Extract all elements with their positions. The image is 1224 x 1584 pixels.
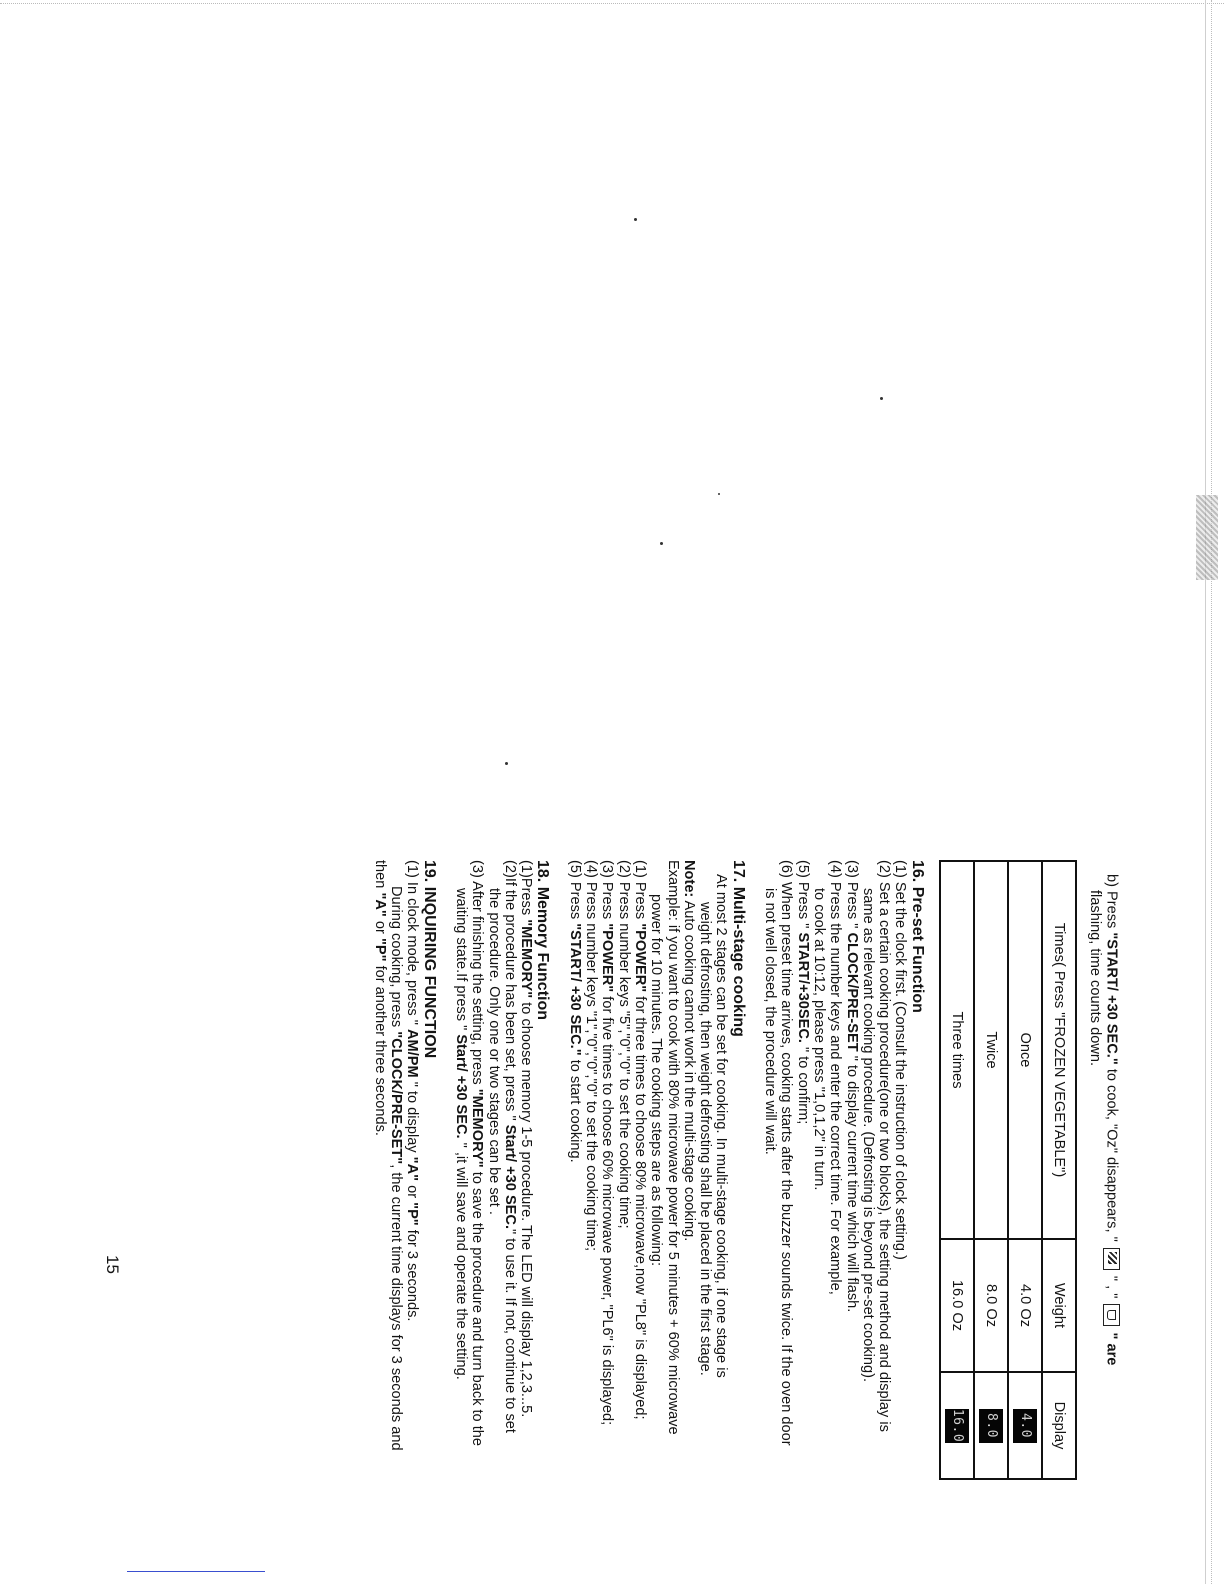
text: (3) Press <box>599 860 616 924</box>
lcd-display: 8.0 <box>979 1409 1003 1443</box>
table-row <box>940 861 974 1479</box>
section-title: 17. Multi-stage cooking <box>729 860 747 1037</box>
step <box>518 860 534 1580</box>
scan-border-top <box>0 3 1224 4</box>
step-cont: same as relevant cooking procedure. (Defrosting is beyond pre-set cooking). <box>859 888 876 1383</box>
text: , the current time displays for 3 seconds and <box>388 1164 405 1451</box>
table-row <box>1008 861 1042 1479</box>
step <box>599 860 615 1580</box>
step <box>469 860 485 1580</box>
row-weight: 8.0 Oz <box>974 1239 1008 1372</box>
text: "P" <box>371 937 388 962</box>
key-clock-preset: CLOCK/PRE-SET <box>843 932 860 1052</box>
paragraph-cont: weight defrosting, then weight defrosting shall be placed in the first stage. <box>697 902 714 1376</box>
section-title: 18. Memory Function <box>534 860 552 1021</box>
key-start: Start/ +30 SEC. <box>452 1034 469 1139</box>
example-cont: power for 10 minutes. The cooking steps are as following: <box>648 894 665 1267</box>
text: to start cooking. <box>566 1055 583 1163</box>
step-cont: the procedure. Only one or two stages can be set . <box>485 888 502 1215</box>
step: (2) Press number keys "5","0","0" to set the cooking time; <box>615 860 632 1229</box>
text: (1) In clock mode, press " <box>404 860 421 1030</box>
section-preset <box>762 860 925 1580</box>
text: waiting state.If press " <box>452 888 469 1035</box>
text: "P" <box>404 1202 421 1226</box>
scan-speck <box>660 542 663 545</box>
lcd-display: 4.0 <box>1013 1409 1037 1443</box>
key-start: START/+30SEC. <box>794 932 811 1043</box>
scan-speck <box>505 762 508 765</box>
example: Example: if you want to cook with 80% microwave power for 5 minutes + 60% microwave <box>664 860 681 1435</box>
text: to choose memory 1-5 procedure. The LED will display 1,2,3...5. <box>518 998 535 1418</box>
step: (4) Press number keys "1","0","0","0" to set the cooking time; <box>583 860 600 1252</box>
text: "A" <box>404 1156 421 1182</box>
intro-line-2: flashing, time counts down. <box>1087 890 1103 1067</box>
step-cont <box>453 860 469 1580</box>
text: " to display <box>404 1077 421 1157</box>
step: (2) Set a certain cooking procedure(one or two blocks), the setting method and display is <box>876 860 893 1432</box>
key-power: "POWER" <box>599 923 616 993</box>
scan-border-right <box>1205 0 1206 1584</box>
key-start: "START/ +30 SEC." <box>1103 932 1120 1065</box>
row-display <box>974 1372 1008 1479</box>
row-times: Twice <box>974 861 1008 1239</box>
key-memory: "MEMORY" <box>518 919 535 999</box>
row-weight: 16.0 Oz <box>940 1239 974 1372</box>
note-label: Note: <box>680 860 697 898</box>
scan-smudge <box>1196 495 1218 580</box>
row-display <box>1008 1372 1042 1479</box>
pot-icon <box>1103 1304 1120 1326</box>
text: " , " <box>1103 1271 1120 1303</box>
step <box>502 860 518 1580</box>
key-start: Start/ +30 SEC. <box>501 1124 518 1230</box>
row-weight: 4.0 Oz <box>1008 1239 1042 1372</box>
step: (6) When preset time arrives, cooking starts after the buzzer sounds twice. If the oven door <box>778 860 795 1446</box>
text: to save the procedure and turn back to the <box>469 1167 486 1446</box>
text: or <box>404 1181 421 1203</box>
scan-border-right-dotted <box>1211 0 1212 1584</box>
note <box>681 860 697 1580</box>
text: (2)If the procedure has been set, press " <box>501 860 518 1125</box>
step <box>632 860 648 1580</box>
step-cont: is not well closed, the procedure will wait. <box>762 888 779 1155</box>
text: " to use it. If not, continue to set <box>501 1229 518 1433</box>
header-weight: Weight <box>1042 1239 1076 1372</box>
text: to cook, "Oz" disappears, " <box>1103 1064 1120 1246</box>
text: (1) Press <box>631 860 648 924</box>
text: " to display current time which will flash. <box>843 1051 860 1313</box>
section-title: 19. INQUIRING FUNCTION <box>420 860 438 1059</box>
header-times: Times( Press "FROZEN VEGETABLE") <box>1042 861 1076 1239</box>
key-start: "START/ +30 SEC." <box>566 923 583 1056</box>
text: (1)Press <box>518 860 535 920</box>
step: (1) Set the clock first. (Consult the instruction of clock setting.) <box>892 860 909 1260</box>
section-memory <box>453 860 551 1580</box>
text: " ,it will save and operate the setting. <box>452 1138 469 1380</box>
step <box>566 860 582 1580</box>
manual-page <box>103 860 1120 1580</box>
fan-icon <box>1103 1248 1120 1270</box>
text: "A" <box>371 892 388 917</box>
section-multistage <box>566 860 745 1580</box>
step: (4) Press the number keys and enter the correct time. For example, <box>827 860 844 1295</box>
text: During cooking, press <box>388 886 405 1032</box>
step <box>843 860 859 1580</box>
step-cont: to cook at 10:12, please press "1,0,1,2" in turn. <box>810 888 827 1191</box>
text: " to confirm; <box>794 1042 811 1125</box>
text: " are <box>1103 1328 1120 1366</box>
section-title: 16. Pre-set Function <box>908 860 926 1013</box>
scan-speck <box>718 493 720 495</box>
text: then <box>371 860 388 893</box>
text: (3) Press " <box>843 860 860 933</box>
page-number: 15 <box>103 1255 122 1274</box>
text: for 3 seconds. <box>404 1225 421 1322</box>
text: for three times to choose 80% microwave,now "PL8" is displayed; <box>631 992 648 1420</box>
step-cont <box>388 860 404 1580</box>
step <box>404 860 420 1580</box>
row-times: Three times <box>940 861 974 1239</box>
text: (5) Press <box>566 860 583 924</box>
key-clock-preset: "CLOCK/PRE-SET" <box>388 1031 405 1165</box>
row-display <box>940 1372 974 1479</box>
scan-speck <box>880 397 883 400</box>
text: Auto cooking cannot work in the multi-stage cooking. <box>680 897 697 1242</box>
lcd-display: 16.0 <box>945 1409 969 1443</box>
scan-speck <box>634 218 637 221</box>
weight-table <box>939 860 1077 1480</box>
intro-line-1 <box>1103 860 1120 1580</box>
key-memory: "MEMORY" <box>469 1088 486 1168</box>
text: b) Press <box>1103 874 1120 933</box>
step <box>794 860 810 1580</box>
paragraph: At most 2 stages can be set for cooking. In multi-stage cooking, if one stage is <box>713 874 730 1378</box>
step-cont <box>372 860 388 1580</box>
text: (5) Press " <box>794 860 811 933</box>
text: for five times to choose 60% microwave power, "PL6" is displayed; <box>599 992 616 1426</box>
header-display: Display <box>1042 1372 1076 1479</box>
row-times: Once <box>1008 861 1042 1239</box>
table-header-row <box>1042 861 1076 1479</box>
text: (3) After finishing the setting, press <box>469 860 486 1089</box>
table-row <box>974 861 1008 1479</box>
section-inquiring <box>372 860 437 1580</box>
text: or <box>371 916 388 938</box>
text: for another three seconds. <box>371 961 388 1136</box>
key-power: "POWER" <box>631 923 648 993</box>
key-ampm: AM/PM <box>404 1029 421 1078</box>
